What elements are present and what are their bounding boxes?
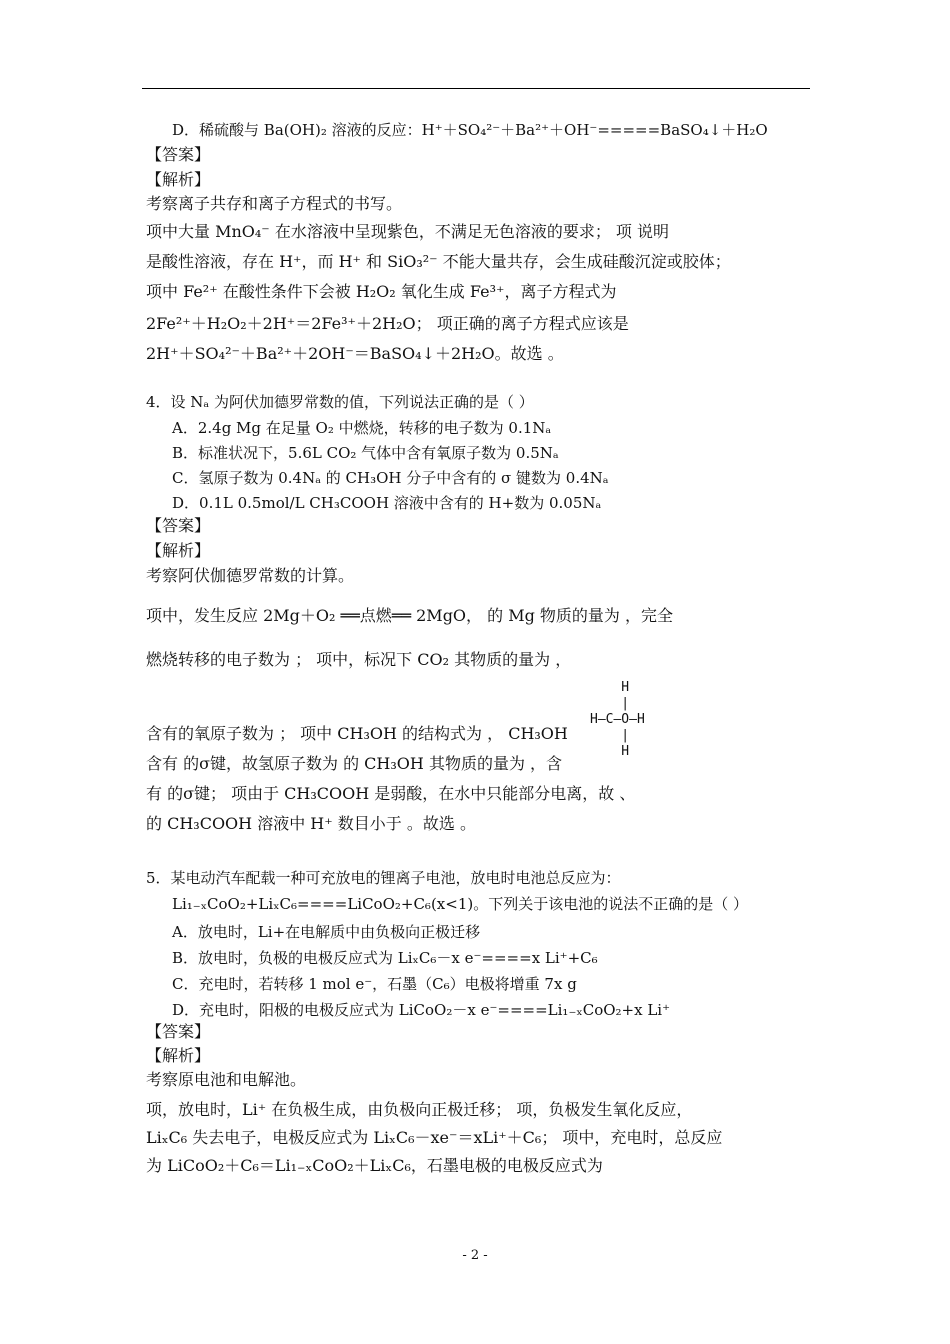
q4-option-c: C．氢原子数为 0.4Nₐ 的 CH₃OH 分子中含有的 σ 键数为 0.4Nₐ <box>172 469 609 487</box>
q5-analysis-line-2: 项，放电时，Li⁺ 在负极生成，由负极向正极迁移； 项，负极发生氧化反应， <box>146 1100 693 1119</box>
q4-analysis-line-4: 含有的氧原子数为 ； 项中 CH₃OH 的结构式为 ， CH₃OH <box>146 724 568 743</box>
q3-answer-label: 【答案】 <box>146 145 211 164</box>
q5-stem-2: Li₁₋ₓCoO₂+LiₓC₆====LiCoO₂+C₆(x<1)。下列关于该电池的说法不正确的是（ ） <box>172 895 748 913</box>
q4-option-d: D．0.1L 0.5mol/L CH₃COOH 溶液中含有的 H+数为 0.05Nₐ <box>172 494 602 512</box>
q4-stem: 4．设 Nₐ 为阿伏加德罗常数的值，下列说法正确的是（ ） <box>146 393 534 411</box>
q4-analysis-line-6: 有 的σ键； 项由于 CH₃COOH 是弱酸，在水中只能部分电离，故 、 <box>146 784 636 803</box>
q5-option-b: B．放电时，负极的电极反应式为 LiₓC₆－x e⁻====x Li⁺+C₆ <box>172 949 598 967</box>
q5-analysis-line-1: 考察原电池和电解池。 <box>146 1070 307 1089</box>
q5-option-a: A．放电时，Li+在电解质中由负极向正极迁移 <box>172 923 481 941</box>
q4-option-b: B．标准状况下，5.6L CO₂ 气体中含有氧原子数为 0.5Nₐ <box>172 444 559 462</box>
header-rule <box>142 88 810 89</box>
q5-option-c: C．充电时，若转移 1 mol e⁻，石墨（C₆）电极将增重 7x g <box>172 975 577 993</box>
q3-analysis-line-1: 考察离子共存和离子方程式的书写。 <box>146 194 403 213</box>
q5-analysis-line-4: 为 LiCoO₂＋C₆＝Li₁₋ₓCoO₂＋LiₓC₆，石墨电极的电极反应式为 <box>146 1156 603 1175</box>
q4-analysis-line-1: 考察阿伏伽德罗常数的计算。 <box>146 566 355 585</box>
q4-analysis-line-2: 项中，发生反应 2Mg＋O₂ ══点燃══ 2MgO， 的 Mg 物质的量为 ，完全 <box>146 606 674 625</box>
page-number: - 2 - <box>462 1248 488 1263</box>
q3-analysis-line-4: 项中 Fe²⁺ 在酸性条件下会被 H₂O₂ 氧化生成 Fe³⁺，离子方程式为 <box>146 282 617 301</box>
q3-analysis-line-5: 2Fe²⁺＋H₂O₂＋2H⁺＝2Fe³⁺＋2H₂O； 项正确的离子方程式应该是 <box>146 314 629 333</box>
q5-answer-label: 【答案】 <box>146 1022 211 1041</box>
q4-analysis-line-3: 燃烧转移的电子数为 ； 项中，标况下 CO₂ 其物质的量为 ， <box>146 650 572 669</box>
q4-analysis-line-5: 含有 的σ键，故氢原子数为 的 CH₃OH 其物质的量为 ，含 <box>146 754 563 773</box>
q5-analysis-label: 【解析】 <box>146 1046 211 1065</box>
q4-analysis-line-7: 的 CH₃COOH 溶液中 H⁺ 数目小于 。故选 。 <box>146 814 476 833</box>
q4-answer-label: 【答案】 <box>146 516 211 535</box>
q3-analysis-line-2: 项中大量 MnO₄⁻ 在水溶液中呈现紫色，不满足无色溶液的要求； 项 说明 <box>146 222 670 241</box>
q4-analysis-label: 【解析】 <box>146 541 211 560</box>
q5-stem: 5．某电动汽车配载一种可充放电的锂离子电池，放电时电池总反应为： <box>146 869 621 887</box>
q4-option-a: A．2.4g Mg 在足量 O₂ 中燃烧，转移的电子数为 0.1Nₐ <box>172 419 552 437</box>
q3-analysis-line-6: 2H⁺＋SO₄²⁻＋Ba²⁺＋2OH⁻＝BaSO₄↓＋2H₂O。故选 。 <box>146 344 564 363</box>
q3-option-d: D．稀硫酸与 Ba(OH)₂ 溶液的反应：H⁺＋SO₄²⁻＋Ba²⁺＋OH⁻=====BaSO₄↓＋H₂O <box>172 121 768 139</box>
q5-analysis-line-3: LiₓC₆ 失去电子，电极反应式为 LiₓC₆－xe⁻＝xLi⁺＋C₆； 项中，充电时，总反应 <box>146 1128 723 1147</box>
q3-analysis-label: 【解析】 <box>146 170 211 189</box>
q3-analysis-line-3: 是酸性溶液，存在 H⁺，而 H⁺ 和 SiO₃²⁻ 不能大量共存，会生成硅酸沉淀或胶体； <box>146 252 731 271</box>
ch3oh-structural-formula: H | H—C—O—H | H <box>590 680 645 759</box>
q5-option-d: D．充电时，阳极的电极反应式为 LiCoO₂－x e⁻====Li₁₋ₓCoO₂+x Li⁺ <box>172 1001 671 1019</box>
